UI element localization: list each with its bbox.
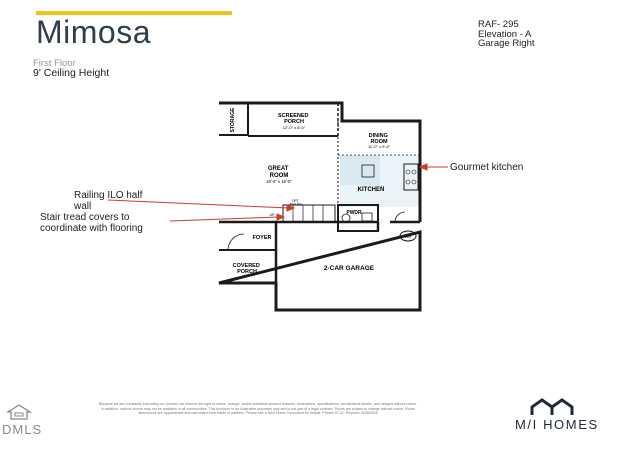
stair-callout-line1: Stair tread covers to [40,212,130,223]
dining-label-line1: DINING [368,133,388,139]
plan-code-garage: Garage Right [478,38,535,49]
legal-disclaimer: Because we are constantly improving our product, we reserve the right to revise, change, and/or substitute product features, dimensions, specifications, architectural details, and designs without notice. In addition, options shown may not be available in all communities. This brochure is for illustrative purposes only and is not part of a legal contract. Prices are subject to change without notice. Room dimensions are approximate and calculated from inside of partition. Please see a New Home Consultant for details. Printed 07-21. Revision: 6/28/2024 [98,402,418,416]
foyer-label: FOYER [252,235,272,241]
screened-porch-label [278,113,310,125]
brand-name: M/I HOMES [515,417,599,432]
plan-title: Mimosa [36,14,152,50]
stair-note-line2: RAILING [289,202,303,207]
floor-label: First Floor [33,58,76,69]
screened-porch-dims: 12'-0" x 8'-0" [282,125,306,130]
stair-arrow-line [170,217,279,221]
pwdr-label: PWDR [346,210,362,216]
stair-up-label: UP [269,213,275,217]
ceiling-height: 9' Ceiling Height [33,67,110,79]
screened-porch-label-line2: PORCH [284,119,304,125]
dining-dims: 11'-0" x 9'-4" [367,144,391,149]
kitchen-label: KITCHEN [357,187,385,193]
pwdr-door-swing [395,212,405,222]
plan-code-elevation: Elevation - A [478,28,532,40]
great-room-dims: 16'-0" x 18'-0" [266,179,292,184]
sink-icon [362,213,372,221]
covered-porch-label-line1: COVERED [232,263,260,269]
wh-label: WH [404,234,412,239]
mi-homes-logo [530,397,576,417]
dining-label-line2: ROOM [370,139,388,145]
railing-callout-line1: Railing ILO half [74,190,143,201]
great-room-label [268,166,290,179]
great-room-label-line2: ROOM [269,173,289,179]
stair-callout [40,212,180,234]
stair-note-line1: OPT. [292,199,300,203]
railing-callout [74,190,194,212]
stair-note-label [290,199,303,207]
great-room-label-line1: GREAT [267,166,289,172]
house-icon [6,404,32,420]
garage-label: 2-CAR GARAGE [323,265,375,272]
railing-callout-line2: wall [74,201,92,212]
storage-label: STORAGE [230,107,236,133]
gourmet-kitchen-callout: Gourmet kitchen [450,162,524,173]
plan-code-number: RAF- 295 [478,19,519,30]
covered-porch-label-line2: PORCH [237,269,257,275]
mls-watermark: DMLS [2,422,43,437]
stair-callout-line2: coordinate with flooring [40,223,143,234]
screened-porch-label-line1: SCREENED [277,113,309,119]
foyer-door-swing [228,234,244,250]
